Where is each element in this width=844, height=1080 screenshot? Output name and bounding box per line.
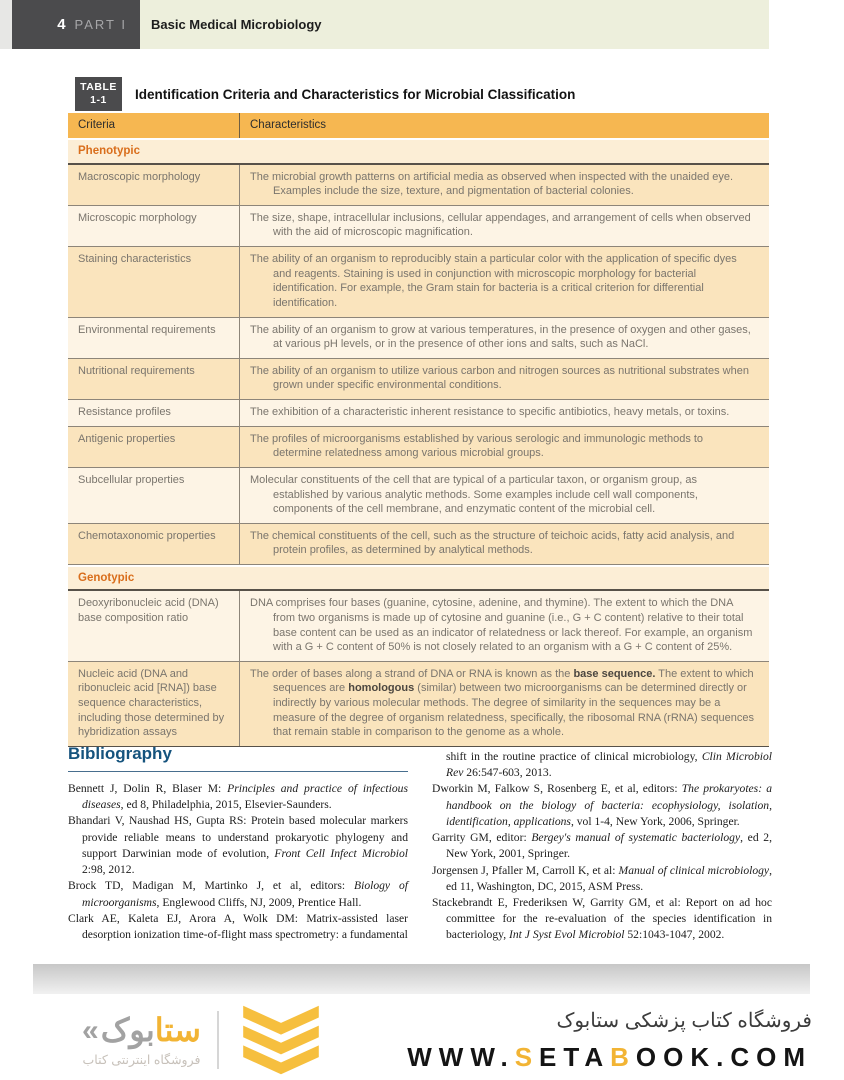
bibliography-right-column — [432, 744, 772, 944]
criteria-cell: Microscopic morphology — [68, 206, 240, 246]
table-label-number: 1-1 — [90, 94, 107, 106]
criteria-cell: Deoxyribonucleic acid (DNA) base composition ratio — [68, 591, 240, 661]
criteria-cell: Antigenic properties — [68, 427, 240, 467]
logo-divider — [217, 1011, 219, 1069]
table-row — [68, 165, 769, 206]
characteristics-cell: The microbial growth patterns on artificial media as observed when inspected with the unaided eye. Examples include the size, texture, and pigmentation of bacterial colonies. — [250, 170, 734, 198]
logo-chevron-glyph: « — [82, 1014, 99, 1047]
characteristics-cell: The profiles of microorganisms established by various serologic and immunologic methods to determine relatedness among various microbial groups. — [250, 432, 704, 460]
table-label-word: TABLE — [80, 80, 117, 93]
bibliography-section — [68, 744, 772, 944]
bibliography-entry: Clark AE, Kaleta EJ, Arora A, Wolk DM: Matrix-assisted laser desorption ionization time-of-flight mass spectrometry: a fundamental — [68, 911, 408, 941]
footer-watermark — [0, 1000, 844, 1080]
part-box — [12, 0, 140, 49]
characteristics-cell: The ability of an organism to utilize various carbon and nitrogen sources as nutritional substrates when grown under specific environmental conditions. — [250, 364, 749, 392]
page-bottom-shadow — [33, 964, 810, 994]
setabook-wordmark-row — [82, 1013, 201, 1048]
table-header-row — [68, 113, 769, 138]
table-row — [68, 662, 769, 747]
bibliography-entry: Jorgensen J, Pfaller M, Carroll K, et al: Manual of clinical microbiology, ed 11, Washington, DC, 2015, ASM Press. — [432, 863, 772, 893]
characteristics-cell: The order of bases along a strand of DNA or RNA is known as the base sequence. The extent to which sequences are homologous (similar) between two microorganisms can be determined directly or indirectly by various molecular methods. The degree of similarity in the sequences may be a measure of the degree of organism relatedness, specifically, the ribosomal RNA (rRNA) sequences that remain stable in comparison to the genome as a whole. — [250, 667, 754, 739]
characteristics-cell: The chemical constituents of the cell, such as the structure of teichoic acids, fatty acid analysis, and protein profiles, as determined by analytical methods. — [250, 529, 735, 557]
setabook-logo — [82, 1004, 327, 1076]
store-tagline: فروشگاه کتاب پزشکی ستابوک — [556, 1009, 812, 1032]
criteria-cell: Nutritional requirements — [68, 359, 240, 399]
column-header-characteristics: Characteristics — [250, 119, 327, 131]
characteristics-cell: The ability of an organism to reproducibly stain a particular color with the application of specific dyes and reagents. Staining is used in conjunction with microscopic morphology for bacterial identification. For example, the Gram stain for bacteria is a critical criterion for differential identification. — [250, 253, 737, 309]
characteristics-cell: The size, shape, intracellular inclusions, cellular appendages, and arrangement of cells when observed with the aid of microscopic magnification. — [250, 211, 751, 239]
table-row — [68, 206, 769, 247]
table-row — [68, 468, 769, 524]
table-row — [68, 318, 769, 359]
table-row — [68, 427, 769, 468]
criteria-cell: Subcellular properties — [68, 468, 240, 523]
criteria-cell: Environmental requirements — [68, 318, 240, 358]
store-url: WWW.SETABOOK.COM — [407, 1041, 812, 1072]
bibliography-heading: Bibliography — [68, 744, 408, 772]
table-row — [68, 247, 769, 318]
bibliography-entry: Garrity GM, editor: Bergey's manual of systematic bacteriology, ed 2, New York, 2001, Springer. — [432, 831, 772, 861]
characteristics-cell: The exhibition of a characteristic inherent resistance to specific antibiotics, heavy metals, or toxins. — [250, 406, 730, 419]
setabook-wordmark: ستابوک — [100, 1012, 201, 1049]
bibliography-left-column — [68, 744, 408, 944]
criteria-cell: Resistance profiles — [68, 400, 240, 426]
logo-subtitle: فروشگاه اینترنتی کتاب — [82, 1052, 201, 1067]
criteria-cell: Staining characteristics — [68, 247, 240, 317]
criteria-cell: Macroscopic morphology — [68, 165, 240, 205]
table-title: Identification Criteria and Characteristics for Microbial Classification — [135, 86, 576, 102]
section-header-genotypic: Genotypic — [68, 565, 769, 591]
characteristics-cell: The ability of an organism to grow at various temperatures, in the presence of oxygen and other gases, at various pH levels, or in the presence of other ions and salts, such as NaCl. — [250, 323, 751, 351]
page-number: 4 — [57, 16, 66, 33]
bibliography-entry: Brock TD, Madigan M, Martinko J, et al, editors: Biology of microorganisms, Englewood Cliffs, NJ, 2009, Prentice Hall. — [68, 879, 408, 909]
column-header-criteria: Criteria — [68, 113, 240, 138]
bibliography-entry: Bhandari V, Naushad HS, Gupta RS: Protein based molecular markers provide reliable means to understand prokaryotic phylogeny and support Darwinian mode of evolution, Front Cell Infect Microbiol 2:98, 2012. — [68, 814, 408, 877]
characteristics-cell: Molecular constituents of the cell that are typical of a particular taxon, or organism group, as established by various analytic methods. Some examples include cell wall components, components of the cell membrane, and enzymatic content of the microbial cell. — [250, 473, 698, 516]
characteristics-cell: DNA comprises four bases (guanine, cytosine, adenine, and thymine). The extent to which the DNA from two organisms is made up of cytosine and guanine (i.e., G + C content) relative to their total base content can be used as an indicator of relatedness or lack thereof. For example, an organism with a G + C content of 50% is not closely related to an organism with a G + C content of 25%. — [250, 597, 753, 654]
table-row — [68, 359, 769, 400]
section-header-phenotypic: Phenotypic — [68, 138, 769, 164]
part-label: PART I — [74, 17, 127, 32]
setabook-wordmark-block — [82, 1013, 201, 1066]
criteria-cell: Chemotaxonomic properties — [68, 524, 240, 564]
bibliography-entry: Dworkin M, Falkow S, Rosenberg E, et al, editors: The prokaryotes: a handbook on the biology of bacteria: ecophysiology, isolation, identification, applications, vol 1-4, New York, 2006, Springer. — [432, 782, 773, 828]
page-header — [12, 0, 769, 49]
chapter-band — [140, 0, 769, 49]
bibliography-entry: shift in the routine practice of clinical microbiology, Clin Microbiol Rev 26:547-603, 2013. — [446, 750, 772, 780]
classification-table — [68, 113, 769, 747]
table-row — [68, 400, 769, 427]
chapter-title: Basic Medical Microbiology — [151, 17, 322, 32]
bibliography-entry: Bennett J, Dolin R, Blaser M: Principles and practice of infectious diseases, ed 8, Philadelphia, 2015, Elsevier-Saunders. — [68, 782, 408, 812]
table-row — [68, 591, 769, 662]
table-row — [68, 524, 769, 565]
setabook-emblem-icon — [235, 1004, 327, 1076]
page-edge-strip — [0, 0, 12, 49]
table-caption — [75, 77, 575, 111]
bibliography-entry: Stackebrandt E, Frederiksen W, Garrity GM, et al: Report on ad hoc committee for the re-evaluation of the species identification in bacteriology, Int J Syst Evol Microbiol 52:1043-1047, 2002. — [432, 895, 772, 942]
footer-right-block — [407, 1008, 812, 1073]
table-number-badge — [75, 77, 122, 111]
criteria-cell: Nucleic acid (DNA and ribonucleic acid [RNA]) base sequence characteristics, including those determined by hybridization assays — [68, 662, 240, 746]
